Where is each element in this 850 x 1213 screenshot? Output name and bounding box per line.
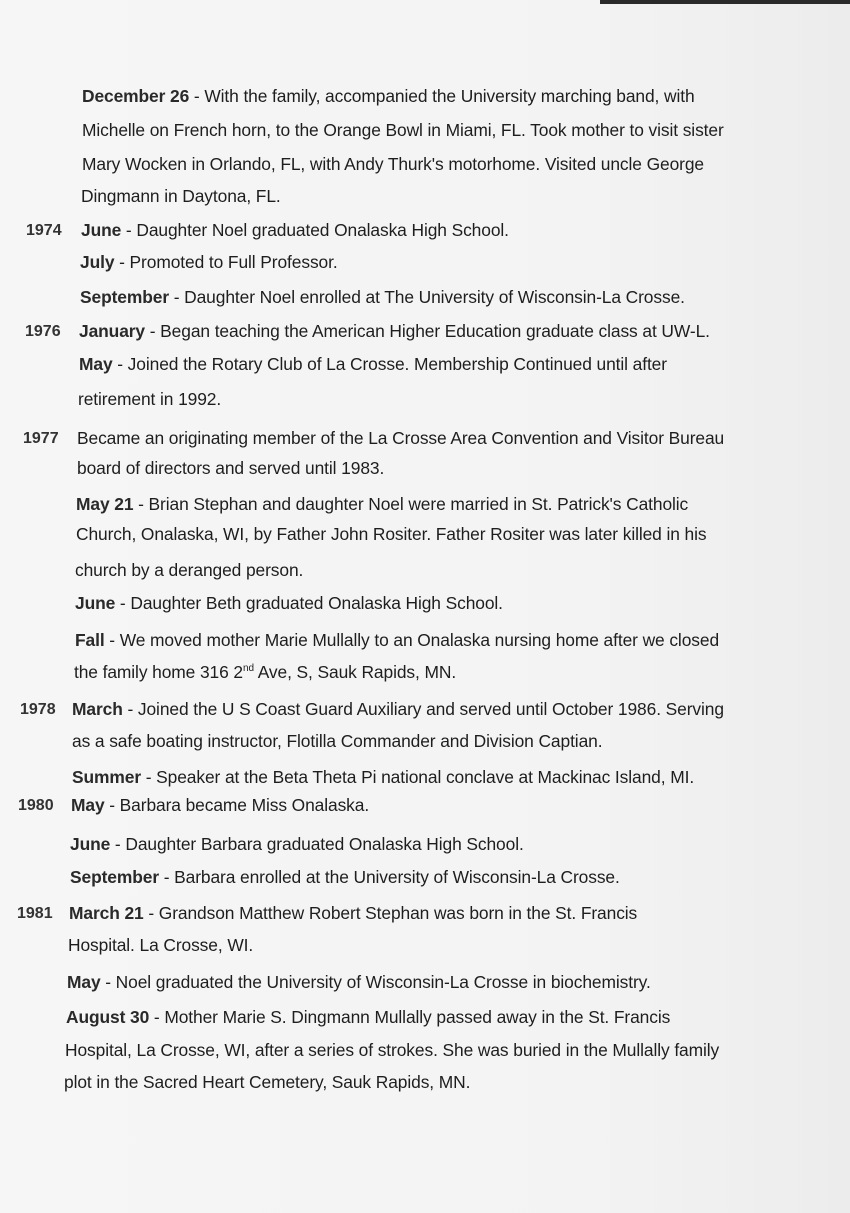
document-line bbox=[76, 494, 688, 514]
entry-date-label: June bbox=[70, 834, 111, 854]
document-line bbox=[78, 389, 221, 409]
entry-text: - Barbara enrolled at the University of Wisconsin-La Crosse. bbox=[158, 867, 620, 887]
document-line bbox=[72, 731, 602, 751]
document-line bbox=[76, 524, 706, 544]
document-line bbox=[70, 867, 620, 887]
entry-date-label: Summer bbox=[72, 767, 141, 787]
entry-text: as a safe boating instructor, Flotilla Commander and Division Captian. bbox=[72, 731, 603, 751]
year-label: 1976 bbox=[25, 323, 61, 340]
entry-text: Hospital. La Crosse, WI. bbox=[68, 935, 254, 955]
document-line bbox=[75, 630, 719, 650]
entry-date-label: March bbox=[72, 699, 123, 719]
document-line bbox=[71, 795, 369, 815]
document-line bbox=[82, 86, 695, 106]
document-line bbox=[81, 186, 281, 206]
entry-date-label: December 26 bbox=[82, 86, 190, 106]
entry-text: Hospital, La Crosse, WI, after a series of strokes. She was buried in the Mullally family bbox=[65, 1040, 720, 1060]
document-line bbox=[70, 834, 524, 854]
entry-text: - Daughter Barbara graduated Onalaska High School. bbox=[110, 834, 524, 854]
entry-text: Ave, S, Sauk Rapids, MN. bbox=[253, 662, 457, 682]
document-line bbox=[74, 662, 456, 682]
document-line bbox=[75, 560, 303, 580]
entry-text: - Noel graduated the University of Wisconsin-La Crosse in biochemistry. bbox=[100, 972, 651, 992]
entry-text: Mary Wocken in Orlando, FL, with Andy Thurk's motorhome. Visited uncle George bbox=[82, 154, 704, 174]
document-line bbox=[65, 1040, 719, 1060]
year-label: 1974 bbox=[26, 222, 62, 239]
year-label: 1978 bbox=[20, 701, 56, 718]
year-label: 1981 bbox=[17, 905, 53, 922]
document-line bbox=[79, 321, 710, 341]
document-line bbox=[77, 458, 384, 478]
entry-text: - We moved mother Marie Mullally to an Onalaska nursing home after we closed bbox=[104, 630, 720, 650]
entry-date-label: Fall bbox=[75, 630, 105, 650]
entry-text: Church, Onalaska, WI, by Father John Rositer. Father Rositer was later killed in his bbox=[76, 524, 707, 544]
entry-text: retirement in 1992. bbox=[78, 389, 222, 409]
entry-text: - Promoted to Full Professor. bbox=[114, 252, 338, 272]
entry-date-label: June bbox=[75, 593, 116, 613]
entry-text: Became an originating member of the La Crosse Area Convention and Visitor Bureau bbox=[77, 428, 725, 448]
entry-text: - Brian Stephan and daughter Noel were married in St. Patrick's Catholic bbox=[133, 494, 689, 514]
document-line bbox=[72, 767, 694, 787]
entry-date-label: January bbox=[79, 321, 146, 341]
entry-text: - Speaker at the Beta Theta Pi national conclave at Mackinac Island, MI. bbox=[141, 767, 695, 787]
document-line bbox=[68, 935, 253, 955]
document-line bbox=[64, 1072, 470, 1092]
document-line bbox=[79, 354, 667, 374]
document-line bbox=[69, 903, 637, 923]
entry-text: Dingmann in Daytona, FL. bbox=[81, 186, 281, 206]
entry-date-label: September bbox=[70, 867, 159, 887]
entry-text: - Daughter Noel enrolled at The University of Wisconsin-La Crosse. bbox=[168, 287, 685, 307]
entry-date-label: August 30 bbox=[66, 1007, 150, 1027]
entry-text: - Daughter Beth graduated Onalaska High School. bbox=[115, 593, 503, 613]
document-line bbox=[82, 120, 724, 140]
entry-date-label: September bbox=[80, 287, 169, 307]
entry-text: - Grandson Matthew Robert Stephan was born in the St. Francis bbox=[143, 903, 638, 923]
year-label: 1977 bbox=[23, 430, 59, 447]
document-line bbox=[72, 699, 724, 719]
entry-date-label: May bbox=[67, 972, 101, 992]
entry-text: - Joined the Rotary Club of La Crosse. Membership Continued until after bbox=[112, 354, 667, 374]
entry-date-label: May 21 bbox=[76, 494, 134, 514]
year-label: 1980 bbox=[18, 797, 54, 814]
entry-text: - Daughter Noel graduated Onalaska High School. bbox=[121, 220, 509, 240]
entry-date-label: March 21 bbox=[69, 903, 144, 923]
document-line bbox=[81, 220, 509, 240]
document-line bbox=[80, 287, 685, 307]
entry-text: board of directors and served until 1983. bbox=[77, 458, 385, 478]
document-line bbox=[67, 972, 651, 992]
ordinal-suffix: nd bbox=[243, 663, 254, 675]
entry-date-label: May bbox=[79, 354, 113, 374]
document-line bbox=[82, 154, 704, 174]
scan-edge-bar bbox=[600, 0, 850, 4]
entry-date-label: July bbox=[80, 252, 115, 272]
entry-text: church by a deranged person. bbox=[75, 560, 304, 580]
entry-text: - Joined the U S Coast Guard Auxiliary and served until October 1986. Serving bbox=[122, 699, 724, 719]
document-line bbox=[80, 252, 338, 272]
entry-text: - Mother Marie S. Dingmann Mullally passed away in the St. Francis bbox=[149, 1007, 671, 1027]
entry-text: Michelle on French horn, to the Orange Bowl in Miami, FL. Took mother to visit sister bbox=[82, 120, 724, 140]
entry-text: the family home 316 2 bbox=[74, 662, 244, 682]
entry-text: - Began teaching the American Higher Education graduate class at UW-L. bbox=[145, 321, 710, 341]
document-line bbox=[66, 1007, 670, 1027]
entry-text: - Barbara became Miss Onalaska. bbox=[104, 795, 370, 815]
entry-date-label: May bbox=[71, 795, 105, 815]
entry-date-label: June bbox=[81, 220, 122, 240]
document-line bbox=[77, 428, 724, 448]
entry-text: - With the family, accompanied the University marching band, with bbox=[189, 86, 695, 106]
entry-text: plot in the Sacred Heart Cemetery, Sauk Rapids, MN. bbox=[64, 1072, 471, 1092]
document-line bbox=[75, 593, 503, 613]
